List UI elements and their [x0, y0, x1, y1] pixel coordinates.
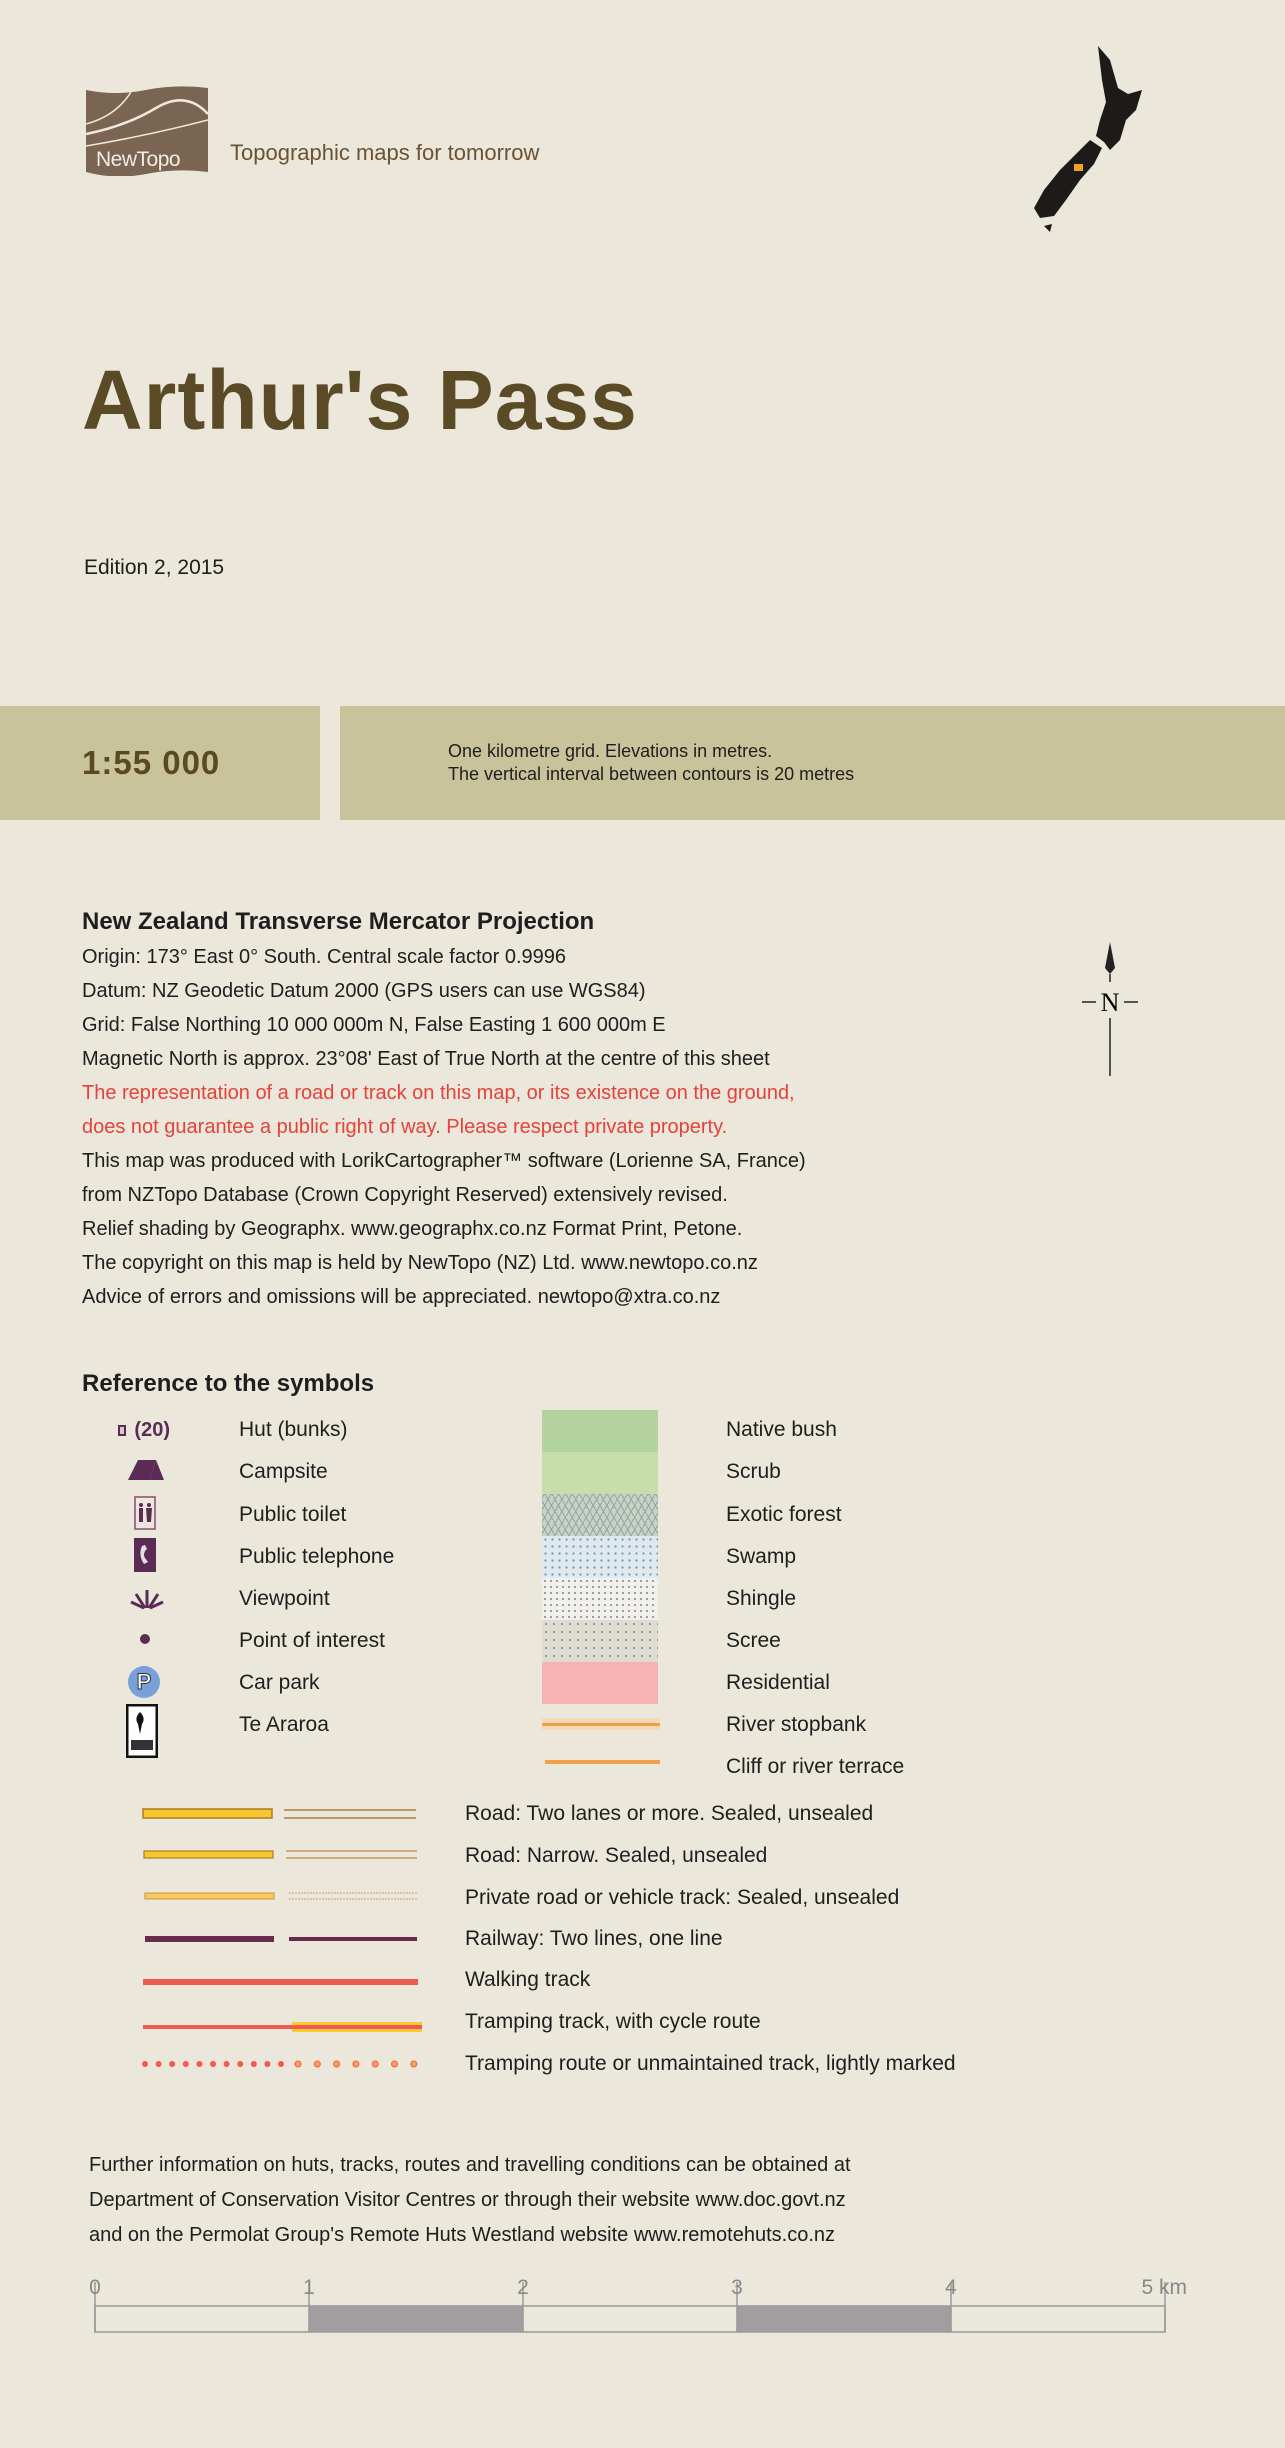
footer-line: Further information on huts, tracks, routes and travelling conditions can be obtained at: [89, 2154, 851, 2176]
campsite-icon: [128, 1458, 168, 1482]
public-telephone-icon: [134, 1538, 156, 1572]
scale-bar-label: 1: [303, 2276, 315, 2299]
swamp-swatch: [542, 1536, 658, 1578]
route-dot: [156, 2061, 162, 2067]
scale-ratio: 1:55 000: [82, 744, 221, 781]
projection-heading: New Zealand Transverse Mercator Projection: [82, 908, 595, 935]
route-dot: [169, 2061, 175, 2067]
railway-symbol: [145, 1936, 417, 1942]
compass-n-label: N: [1100, 988, 1120, 1017]
route-dot-light: [392, 2061, 398, 2067]
credit-line: Relief shading by Geographx. www.geographx.co.nz Format Print, Petone.: [82, 1218, 743, 1240]
route-dot: [224, 2061, 230, 2067]
route-dot: [237, 2061, 243, 2067]
point-of-interest-icon: [139, 1633, 151, 1645]
legend-railway-label: Railway: Two lines, one line: [465, 1927, 723, 1950]
projection-info: [82, 940, 806, 1314]
footer-info: [89, 2148, 851, 2253]
walking-track-symbol: [143, 1979, 418, 1985]
legend-walking-track-label: Walking track: [465, 1968, 591, 1991]
scale-bar-label: 4: [945, 2276, 957, 2299]
legend-shingle-label: Shingle: [726, 1587, 797, 1610]
projection-line: Magnetic North is approx. 23°08' East of True North at the centre of this sheet: [82, 1048, 770, 1070]
te-araroa-icon: [126, 1704, 158, 1758]
legend-exotic-forest-label: Exotic forest: [726, 1503, 842, 1526]
location-marker: [1074, 164, 1083, 171]
route-dot-light: [295, 2061, 301, 2067]
river-stopbank-line: [542, 1718, 660, 1730]
route-dot: [183, 2061, 189, 2067]
legend-campsite-label: Campsite: [239, 1460, 328, 1483]
route-dot: [278, 2061, 284, 2067]
legend-poi-label: Point of interest: [239, 1629, 385, 1652]
legend-toilet-label: Public toilet: [239, 1503, 347, 1526]
projection-line: Grid: False Northing 10 000 000m N, False Easting 1 600 000m E: [82, 1014, 666, 1036]
tagline: Topographic maps for tomorrow: [230, 140, 540, 165]
route-dot: [210, 2061, 216, 2067]
projection-line: Origin: 173° East 0° South. Central scale factor 0.9996: [82, 946, 567, 968]
legend-native-bush-label: Native bush: [726, 1418, 837, 1441]
legend-tramping-route-label: Tramping route or unmaintained track, lightly marked: [465, 2052, 956, 2075]
legend-scree-label: Scree: [726, 1629, 781, 1652]
new-zealand-locator-map: [1030, 40, 1170, 240]
road-two-lanes-symbol: [143, 1809, 416, 1818]
route-dot-light: [372, 2061, 378, 2067]
scale-bar-label: 2: [517, 2276, 529, 2299]
north-arrow-icon: [1080, 940, 1140, 1080]
legend-residential-label: Residential: [726, 1671, 830, 1694]
public-toilet-icon: [134, 1496, 156, 1530]
scale-bar-label: 0: [89, 2276, 101, 2299]
legend-cliff-label: Cliff or river terrace: [726, 1755, 905, 1778]
scale-bar-label: 5 km: [1141, 2276, 1187, 2299]
edition: Edition 2, 2015: [84, 556, 225, 579]
hut-icon: [118, 1412, 170, 1448]
legend-road-two-lanes-label: Road: Two lanes or more. Sealed, unsealed: [465, 1802, 874, 1825]
line-symbols: [140, 1800, 440, 2080]
route-dot-light: [334, 2061, 340, 2067]
route-dot-light: [314, 2061, 320, 2067]
route-dot: [264, 2061, 270, 2067]
route-dot: [251, 2061, 257, 2067]
map-title: Arthur's Pass: [82, 353, 638, 447]
legend-tramping-track-label: Tramping track, with cycle route: [465, 2010, 761, 2033]
legend-river-stopbank-label: River stopbank: [726, 1713, 867, 1736]
legend-swamp-label: Swamp: [726, 1545, 797, 1568]
credit-line: This map was produced with LorikCartographer™ software (Lorienne SA, France): [82, 1150, 806, 1172]
credit-line: Advice of errors and omissions will be appreciated. newtopo@xtra.co.nz: [82, 1286, 721, 1308]
scale-bar-segment: [737, 2306, 951, 2332]
projection-line: Datum: NZ Geodetic Datum 2000 (GPS users can use WGS84): [82, 980, 646, 1002]
legend-teararoa-label: Te Araroa: [239, 1713, 329, 1736]
legend-private-road-label: Private road or vehicle track: Sealed, unsealed: [465, 1886, 900, 1909]
route-dot: [196, 2061, 202, 2067]
logo-text: NewTopo: [96, 148, 181, 171]
cliff-line: [545, 1760, 660, 1764]
tramping-route-symbol: [142, 2061, 417, 2067]
legend-carpark-label: Car park: [239, 1671, 320, 1694]
warning-line: The representation of a road or track on this map, or its existence on the ground,: [82, 1082, 795, 1104]
route-dot: [142, 2061, 148, 2067]
private-road-symbol: [145, 1893, 418, 1899]
legend-road-narrow-label: Road: Narrow. Sealed, unsealed: [465, 1844, 768, 1867]
scale-bar: [80, 2270, 1220, 2350]
viewpoint-icon: [130, 1588, 164, 1610]
grid-note: [448, 740, 854, 786]
residential-swatch: [542, 1662, 658, 1704]
scale-bar-segment: [309, 2306, 523, 2332]
route-dot-light: [411, 2061, 417, 2067]
legend-viewpoint-label: Viewpoint: [239, 1587, 330, 1610]
car-park-icon: [128, 1666, 160, 1698]
legend-scrub-label: Scrub: [726, 1460, 781, 1483]
grid-note-line: One kilometre grid. Elevations in metres.: [448, 741, 773, 761]
legend-hut-label: Hut (bunks): [239, 1418, 348, 1441]
scale-bar-label: 3: [731, 2276, 743, 2299]
shingle-swatch: [542, 1578, 658, 1620]
credit-line: from NZTopo Database (Crown Copyright Reserved) extensively revised.: [82, 1184, 728, 1206]
legend-heading: Reference to the symbols: [82, 1370, 375, 1397]
tramping-track-cycle-symbol: [143, 2022, 422, 2032]
credit-line: The copyright on this map is held by NewTopo (NZ) Ltd. www.newtopo.co.nz: [82, 1252, 758, 1274]
footer-line: and on the Permolat Group's Remote Huts Westland website www.remotehuts.co.nz: [89, 2224, 836, 2246]
road-narrow-symbol: [144, 1851, 417, 1858]
native-bush-swatch: [542, 1410, 658, 1452]
car-park-letter: P: [136, 1669, 152, 1694]
exotic-forest-swatch: [542, 1494, 658, 1536]
footer-line: Department of Conservation Visitor Centres or through their website www.doc.govt.nz: [89, 2189, 846, 2211]
scale-bar-frame: [95, 2306, 1165, 2332]
grid-note-line: The vertical interval between contours is 20 metres: [448, 764, 855, 784]
scrub-swatch: [542, 1452, 658, 1494]
legend-telephone-label: Public telephone: [239, 1545, 395, 1568]
scree-swatch: [542, 1620, 658, 1662]
warning-line: does not guarantee a public right of way. Please respect private property.: [82, 1116, 728, 1138]
route-dot-light: [353, 2061, 359, 2067]
hut-bunks-example: (20): [134, 1418, 170, 1441]
